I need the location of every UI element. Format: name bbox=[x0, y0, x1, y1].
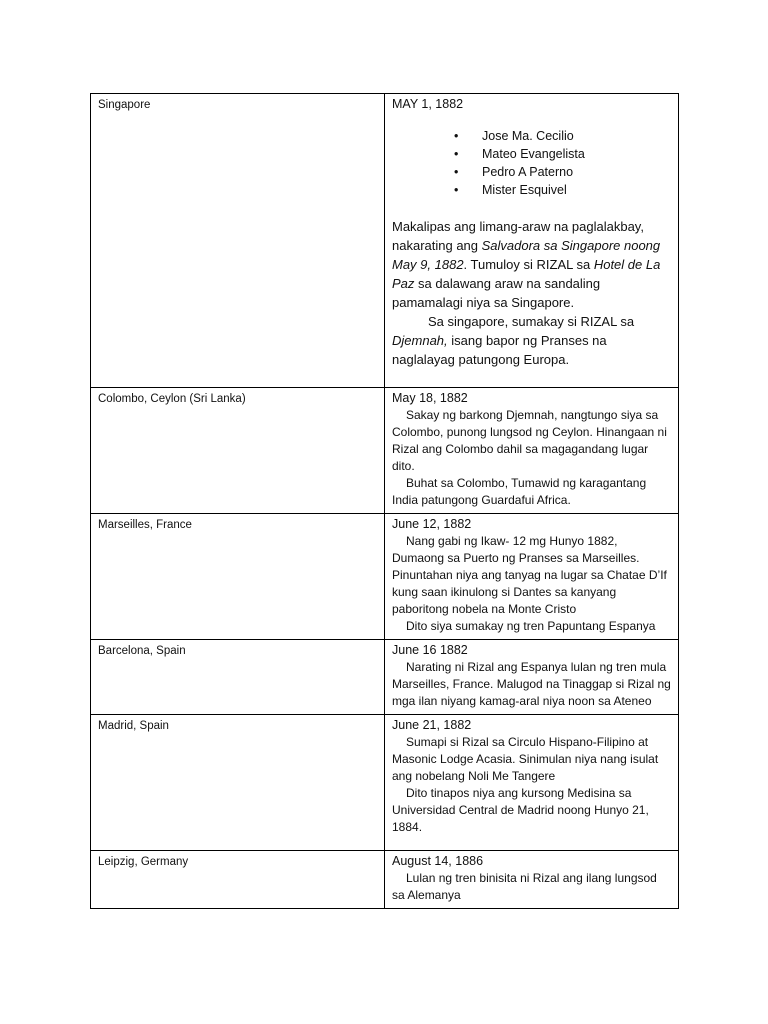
date-text: June 12, 1882 bbox=[392, 517, 472, 531]
place-cell bbox=[91, 715, 385, 851]
place-cell bbox=[91, 640, 385, 715]
table-row bbox=[91, 388, 679, 514]
place-name: Singapore bbox=[98, 99, 151, 111]
paragraph: Dito tinapos niya ang kursong Medisina sa Universidad Central de Madrid noong Hunyo 21, 1884. bbox=[392, 786, 649, 834]
list-item: • Pedro A Paterno bbox=[454, 163, 671, 181]
paragraph: Buhat sa Colombo, Tumawid ng karagantang India patungong Guardafui Africa. bbox=[392, 476, 647, 507]
paragraph bbox=[392, 312, 671, 369]
place-name: Leipzig, Germany bbox=[98, 856, 189, 868]
table-row bbox=[91, 715, 679, 851]
paragraph: Nang gabi ng Ikaw- 12 mg Hunyo 1882, Dumaong sa Puerto ng Pranses sa Marseilles. Pinuntahan niya ang tanyag na lugar sa Chatae D’If kung saan ikinulong si Dantes sa kanyang paboritong nobela na Monte Cristo bbox=[392, 534, 667, 616]
details-cell bbox=[385, 715, 679, 851]
place-cell bbox=[91, 514, 385, 640]
list-item: • Mateo Evangelista bbox=[454, 145, 671, 163]
date-text: MAY 1, 1882 bbox=[392, 97, 464, 111]
text-run: isang bapor ng Pranses na naglalayag patungong Europa. bbox=[392, 333, 607, 367]
text-run: . Tumuloy si RIZAL sa bbox=[463, 257, 594, 272]
text-run-italic: Hotel de La Paz bbox=[392, 257, 661, 291]
place-name: Marseilles, France bbox=[98, 519, 192, 531]
place-cell bbox=[91, 94, 385, 388]
text-run: Sa singapore, sumakay si RIZAL sa bbox=[428, 314, 635, 329]
text-run-italic: Djemnah, bbox=[392, 333, 448, 348]
paragraph: Sakay ng barkong Djemnah, nangtungo siya sa Colombo, punong lungsod ng Ceylon. Hinangaan ni Rizal ang Colombo dahil sa magagandang lugar dito. bbox=[392, 408, 667, 473]
table-row bbox=[91, 514, 679, 640]
companion-list bbox=[392, 127, 671, 199]
paragraph: Sumapi si Rizal sa Circulo Hispano-Filipino at Masonic Lodge Acasia. Sinimulan niya nang isulat ang nobelang Noli Me Tangere bbox=[392, 735, 659, 783]
paragraph: Narating ni Rizal ang Espanya lulan ng tren mula Marseilles, France. Malugod na Tinaggap si Rizal ng mga ilan niyang kamag-aral niya noon sa Ateneo bbox=[392, 660, 671, 708]
place-name: Barcelona, Spain bbox=[98, 645, 186, 657]
date-text: June 16 1882 bbox=[392, 643, 468, 657]
place-cell bbox=[91, 388, 385, 514]
paragraph bbox=[392, 217, 671, 312]
details-cell bbox=[385, 388, 679, 514]
text-run: sa dalawang araw na sandaling pamamalagi niya sa Singapore. bbox=[392, 276, 601, 310]
place-cell bbox=[91, 851, 385, 909]
table-row bbox=[91, 851, 679, 909]
place-name: Madrid, Spain bbox=[98, 720, 169, 732]
paragraph: Dito siya sumakay ng tren Papuntang Espanya bbox=[406, 619, 656, 633]
date-text: August 14, 1886 bbox=[392, 854, 484, 868]
indented-paragraph bbox=[392, 312, 671, 369]
paragraph: Lulan ng tren binisita ni Rizal ang ilang lungsod sa Alemanya bbox=[392, 871, 657, 902]
details-cell bbox=[385, 640, 679, 715]
text-run: Makalipas ang limang-araw na paglalakbay, nakarating ang bbox=[392, 219, 644, 253]
details-cell bbox=[385, 514, 679, 640]
place-name: Colombo, Ceylon (Sri Lanka) bbox=[98, 393, 246, 405]
details-cell bbox=[385, 851, 679, 909]
list-item: • Jose Ma. Cecilio bbox=[454, 127, 671, 145]
table-row bbox=[91, 640, 679, 715]
date-text: May 18, 1882 bbox=[392, 391, 468, 405]
details-cell bbox=[385, 94, 679, 388]
date-text: June 21, 1882 bbox=[392, 718, 472, 732]
list-item: • Mister Esquivel bbox=[454, 181, 671, 199]
itinerary-table bbox=[90, 93, 679, 909]
text-run-italic: Salvadora sa Singapore noong May 9, 1882 bbox=[392, 238, 661, 272]
table-row bbox=[91, 94, 679, 388]
